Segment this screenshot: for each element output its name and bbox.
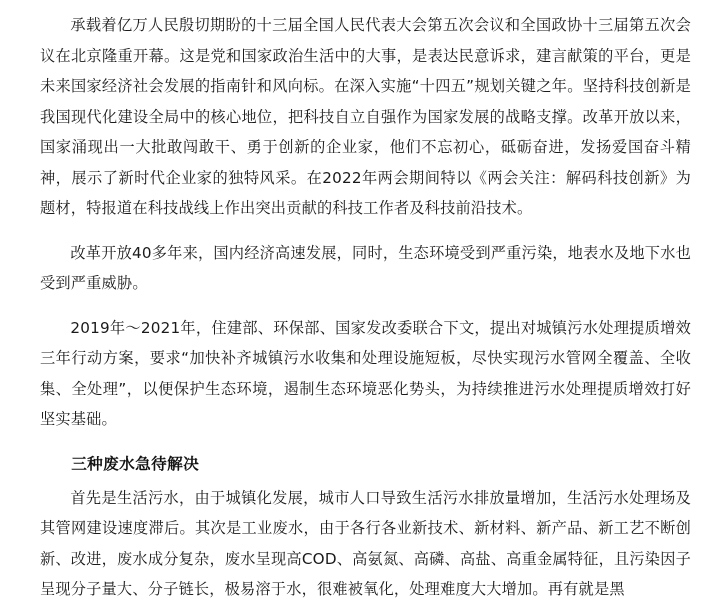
paragraph-3: 2019年～2021年，住建部、环保部、国家发改委联合下文，提出对城镇污水处理提质增效三年行动方案，要求“加快补齐城镇污水收集和处理设施短板，尽快实现污水管网全覆盖、全收集、全处理”，以便保护生态环境，遏制生态环境恶化势头，为持续推进污水处理提质增效打好坚实基础。 [40,318,691,428]
paragraph-1: 承载着亿万人民殷切期盼的十三届全国人民代表大会第五次会议和全国政协十三届第五次会议在北京隆重开幕。这是党和国家政治生活中的大事，是表达民意诉求，建言献策的平台，更是未来国家经济社会发展的指南针和风向标。在深入实施“十四五”规划关键之年。坚持科技创新是我国现代化建设全局中的核心地位，把科技自立自强作为国家发展的战略支撑。改革开放以来，国家涌现出一大批敢闯敢干、勇于创新的企业家，他们不忘初心，砥砺奋进，发扬爱国奋斗精神，展示了新时代企业家的独特风采。在2022年两会期间特以《两会关注：解码科技创新》为题材，特报道在科技战线上作出突出贡献的科技工作者及科技前沿技术。 [40,16,691,217]
paragraph-4: 首先是生活污水，由于城镇化发展，城市人口导致生活污水排放量增加，生活污水处理场及其管网建设速度滞后。其次是工业废水，由于各行各业新技术、新材料、新产品、新工艺不断创新、改进，废水成分复杂，废水呈现高COD、高氨氮、高磷、高盐、高重金属特征，且污染因子呈现分子量大、分子链长，极易溶于水，很难被氧化，处理难度大大增加。再有就是黑 [40,488,691,598]
paragraph-2: 改革开放40多年来，国内经济高速发展，同时，生态环境受到严重污染，地表水及地下水也受到严重威胁。 [40,243,691,292]
section-heading: 三种废水急待解决 [71,454,200,473]
